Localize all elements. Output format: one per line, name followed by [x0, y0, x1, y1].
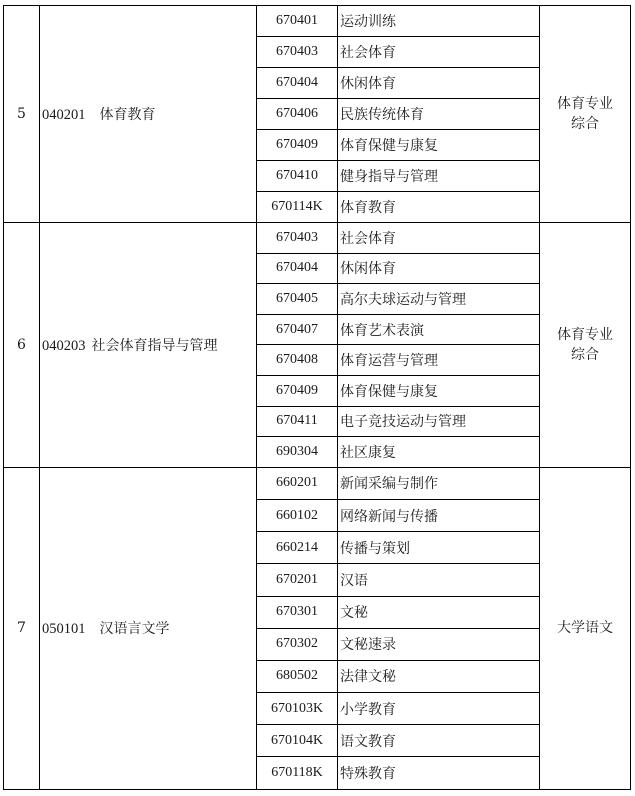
vocational-major-code: 670411 [257, 406, 338, 437]
vocational-major-code: 670406 [257, 99, 338, 130]
exam-subject-line: 综合 [571, 116, 599, 132]
exam-subject-cell [540, 467, 631, 789]
vocational-major-code: 660201 [257, 467, 338, 499]
exam-subject-line: 体育专业 [557, 326, 613, 343]
row-index: 5 [4, 6, 40, 223]
vocational-major-name: 社会体育 [338, 37, 540, 68]
vocational-major-code: 670104K [257, 725, 338, 757]
vocational-major-name: 文秘 [338, 596, 540, 628]
row-index: 6 [4, 223, 40, 468]
vocational-major-code: 690304 [257, 437, 338, 468]
vocational-major-name: 休闲体育 [338, 68, 540, 99]
vocational-major-code: 670401 [257, 6, 338, 37]
undergrad-major-cell [40, 6, 257, 223]
vocational-major-name: 民族传统体育 [338, 99, 540, 130]
undergrad-major-code: 050101 [42, 621, 86, 638]
vocational-major-code: 670405 [257, 284, 338, 315]
vocational-major-code: 670301 [257, 596, 338, 628]
undergrad-major-cell [40, 467, 257, 789]
vocational-major-name: 语文教育 [338, 725, 540, 757]
vocational-major-code: 670410 [257, 161, 338, 192]
vocational-major-code: 670201 [257, 564, 338, 596]
vocational-major-code: 670403 [257, 37, 338, 68]
undergrad-major-cell [40, 223, 257, 468]
undergrad-major-name: 社会体育指导与管理 [91, 337, 218, 354]
vocational-major-code: 660102 [257, 499, 338, 531]
vocational-major-code: 670408 [257, 345, 338, 376]
vocational-major-name: 休闲体育 [338, 253, 540, 284]
major-mapping-table [3, 5, 631, 790]
vocational-major-name: 电子竞技运动与管理 [338, 406, 540, 437]
vocational-major-code: 670114K [257, 192, 338, 223]
vocational-major-code: 670404 [257, 253, 338, 284]
exam-subject-cell [540, 6, 631, 223]
vocational-major-code: 660214 [257, 532, 338, 564]
vocational-major-code: 670409 [257, 375, 338, 406]
exam-subject-line: 综合 [571, 346, 599, 363]
vocational-major-code: 670409 [257, 130, 338, 161]
vocational-major-code: 670403 [257, 223, 338, 254]
vocational-major-name: 文秘速录 [338, 628, 540, 660]
vocational-major-name: 高尔夫球运动与管理 [338, 284, 540, 315]
vocational-major-code: 670103K [257, 693, 338, 725]
row-index: 7 [4, 467, 40, 789]
vocational-major-name: 体育艺术表演 [338, 314, 540, 345]
table-row [4, 6, 631, 37]
vocational-major-name: 小学教育 [338, 693, 540, 725]
vocational-major-name: 运动训练 [338, 6, 540, 37]
table-row [4, 467, 631, 499]
vocational-major-name: 社区康复 [338, 437, 540, 468]
exam-subject-line: 大学语文 [557, 620, 613, 637]
vocational-major-name: 网络新闻与传播 [338, 499, 540, 531]
vocational-major-name: 体育保健与康复 [338, 375, 540, 406]
vocational-major-name: 传播与策划 [338, 532, 540, 564]
vocational-major-name: 健身指导与管理 [338, 161, 540, 192]
vocational-major-name: 法律文秘 [338, 660, 540, 692]
table-row [4, 223, 631, 254]
vocational-major-name: 汉语 [338, 564, 540, 596]
exam-subject-cell [540, 223, 631, 468]
vocational-major-name: 体育教育 [338, 192, 540, 223]
vocational-major-name: 社会体育 [338, 223, 540, 254]
undergrad-major-name: 体育教育 [99, 107, 156, 123]
undergrad-major-code: 040203 [42, 337, 86, 354]
vocational-major-name: 特殊教育 [338, 757, 540, 789]
vocational-major-code: 670404 [257, 68, 338, 99]
vocational-major-code: 670302 [257, 628, 338, 660]
vocational-major-name: 体育运营与管理 [338, 345, 540, 376]
vocational-major-code: 680502 [257, 660, 338, 692]
undergrad-major-code: 040201 [42, 107, 86, 123]
exam-subject-line: 体育专业 [557, 96, 613, 112]
vocational-major-name: 新闻采编与制作 [338, 467, 540, 499]
vocational-major-code: 670118K [257, 757, 338, 789]
vocational-major-name: 体育保健与康复 [338, 130, 540, 161]
undergrad-major-name: 汉语言文学 [99, 621, 170, 638]
vocational-major-code: 670407 [257, 314, 338, 345]
